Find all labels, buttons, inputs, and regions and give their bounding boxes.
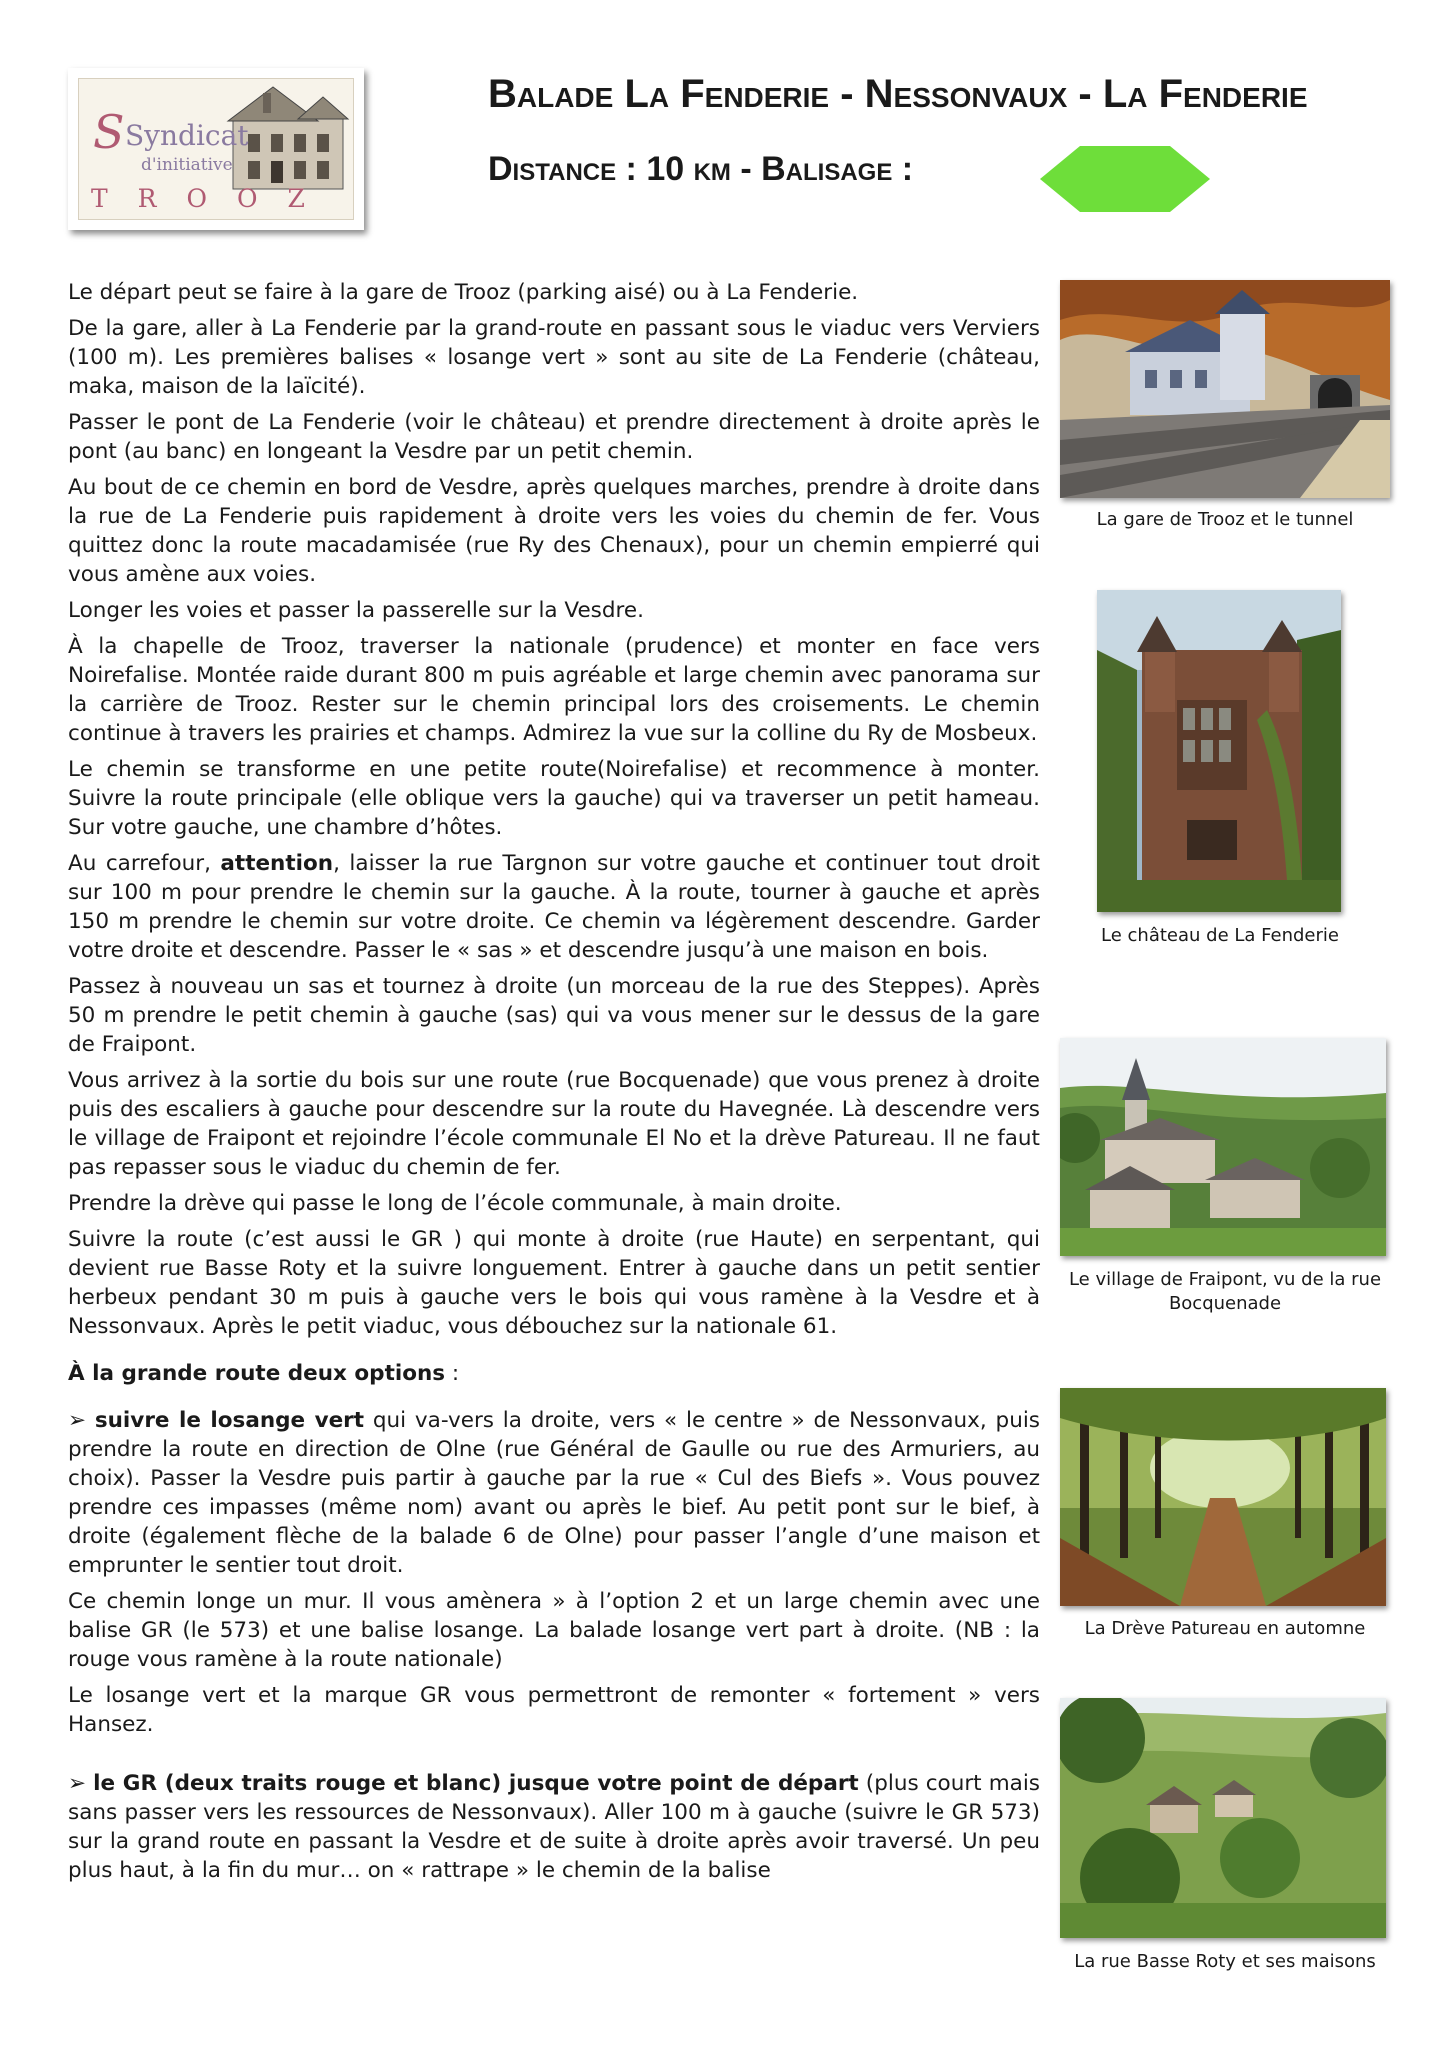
option-two — [68, 1769, 1040, 1885]
text: , laisser la rue Targnon sur votre gauche et continuer tout droit sur 100 m pour prendre le chemin sur la gauche. À la route, tourner à gauche et après 150 m prendre le chemin sur votre droite. Ce chemin va légèrement descendre. Garder votre droite et descendre. Passer le « sas » et descendre jusqu’à une maison en bois. — [68, 851, 1040, 963]
logo-frame — [78, 78, 354, 220]
photo-castle — [1097, 590, 1341, 912]
logo — [68, 68, 364, 230]
walk-description — [68, 278, 1040, 1892]
options-heading — [68, 1359, 1040, 1388]
paragraph: Passer le pont de La Fenderie (voir le château) et prendre directement à droite après le pont (au banc) en longeant la Vesdre par un petit chemin. — [68, 410, 1040, 464]
paragraph: Passez à nouveau un sas et tournez à droite (un morceau de la rue des Steppes). Après 50 m prendre le petit chemin à gauche (sas) qui va vous mener sur le dessus de la gare de Fraipont. — [68, 974, 1040, 1057]
paragraph: Longer les voies et passer la passerelle sur la Vesdre. — [68, 598, 644, 623]
paragraph: Le départ peut se faire à la gare de Trooz (parking aisé) ou à La Fenderie. — [68, 280, 859, 305]
page-subtitle — [488, 150, 913, 189]
paragraph: Au bout de ce chemin en bord de Vesdre, après quelques marches, prendre à droite dans la rue de La Fenderie puis rapidement à droite vers les voies du chemin de fer. Vous quittez donc la route macadamisée (rue Ry des Chenaux), pour un chemin empierré qui vous amène aux voies. — [68, 475, 1040, 587]
logo-line2: d'initiative — [141, 155, 233, 175]
page-title — [488, 72, 1388, 117]
green-diamond-marker-icon — [1040, 146, 1210, 212]
photo-caption: Le village de Fraipont, vu de la rue Bocquenade — [1068, 1269, 1382, 1314]
photo-caption: La Drève Patureau en automne — [1084, 1618, 1366, 1639]
emphasis: À la grande route deux options — [68, 1361, 446, 1386]
paragraph: Le chemin se transforme en une petite route(Noirefalise) et recommence à monter. Suivre la route principale (elle oblique vers la gauche) qui va traverser un petit hameau. Sur votre gauche, une chambre d’hôtes. — [68, 757, 1040, 840]
photo-caption: La gare de Trooz et le tunnel — [1096, 509, 1354, 530]
photo-station — [1060, 280, 1390, 498]
paragraph: De la gare, aller à La Fenderie par la grand-route en passant sous le viaduc vers Verviers (100 m). Les premières balises « losange vert » sont au site de La Fenderie (château, maka, maison de la laïcité). — [68, 316, 1040, 399]
paragraph: Suivre la route (c’est aussi le GR ) qui monte à droite (rue Haute) en serpentant, qui devient rue Basse Roty et la suivre longuement. Entrer à gauche dans un petit sentier herbeux pendant 30 m puis à gauche vers le bois qui vous ramène à la Vesdre et à Nessonvaux. Après le petit viaduc, vous débouchez sur la nationale 61. — [68, 1227, 1040, 1339]
photo-caption: La rue Basse Roty et ses maisons — [1074, 1951, 1376, 1972]
distance-text: Distance : 10 km - Balisage : — [488, 150, 914, 188]
paragraph: Ce chemin longe un mur. Il vous amènera » à l’option 2 et un large chemin avec une balise GR (le 573) et une balise losange. La balade losange vert part à droite. (NB : la rouge vous ramène à la route nationale) — [68, 1589, 1040, 1672]
logo-town: TROOZ — [91, 184, 335, 213]
photo-basse-roty — [1060, 1698, 1386, 1938]
paragraph: Prendre la drève qui passe le long de l’école communale, à main droite. — [68, 1191, 842, 1216]
logo-initial: S — [93, 105, 125, 159]
option-one — [68, 1406, 1040, 1580]
arrow-icon: ➢ — [68, 1408, 87, 1433]
text: Au carrefour, — [68, 851, 221, 876]
paragraph: Le losange vert et la marque GR vous permettront de remonter « fortement » vers Hansez. — [68, 1683, 1040, 1737]
logo-line1: Syndicat — [125, 119, 249, 152]
emphasis: attention — [220, 851, 334, 876]
photo-dreve — [1060, 1388, 1386, 1606]
page-title-text: Balade La Fenderie - Nessonvaux - La Fenderie — [488, 72, 1308, 116]
text: (plus court mais sans passer vers les ressources de Nessonvaux). Aller 100 m à gauche (suivre le GR 573) sur la grand route en passant la Vesdre et de suite à droite après avoir traversé. Un peu plus haut, à la fin du mur… on « rattrape » le chemin de la balise — [68, 1771, 1040, 1883]
emphasis: le GR (deux traits rouge et blanc) jusque votre point de départ — [93, 1771, 859, 1796]
paragraph: Vous arrivez à la sortie du bois sur une route (rue Bocquenade) que vous prenez à droite puis des escaliers à gauche pour descendre sur la route du Havegnée. Là descendre vers le village de Fraipont et rejoindre l’école communale El No et la drève Patureau. Il ne faut pas repasser sous le viaduc du chemin de fer. — [68, 1068, 1040, 1180]
text: qui va-vers la droite, vers « le centre » de Nessonvaux, puis prendre la route en direction de Olne (rue Général de Gaulle ou rue des Armuriers, au choix). Passer la Vesdre puis partir à gauche par la rue « Cul des Biefs ». Vous pouvez prendre ces impasses (même nom) avant ou après le bief. Au petit pont sur le bief, à droite (également flèche de la balade 6 de Olne) pour passer l’angle d’une maison et emprunter le sentier tout droit. — [68, 1408, 1040, 1578]
emphasis: suivre le losange vert — [94, 1408, 365, 1433]
text: : — [445, 1361, 460, 1386]
photo-village — [1060, 1038, 1386, 1256]
paragraph — [68, 849, 1040, 965]
photo-caption: Le château de La Fenderie — [1101, 925, 1339, 946]
paragraph: À la chapelle de Trooz, traverser la nationale (prudence) et monter en face vers Noirefalise. Montée raide durant 800 m puis agréable et large chemin avec panorama sur la carrière de Trooz. Rester sur le chemin principal lors des croisements. Le chemin continue à travers les prairies et champs. Admirez la vue sur la colline du Ry de Mosbeux. — [68, 634, 1040, 746]
arrow-icon: ➢ — [68, 1771, 87, 1796]
